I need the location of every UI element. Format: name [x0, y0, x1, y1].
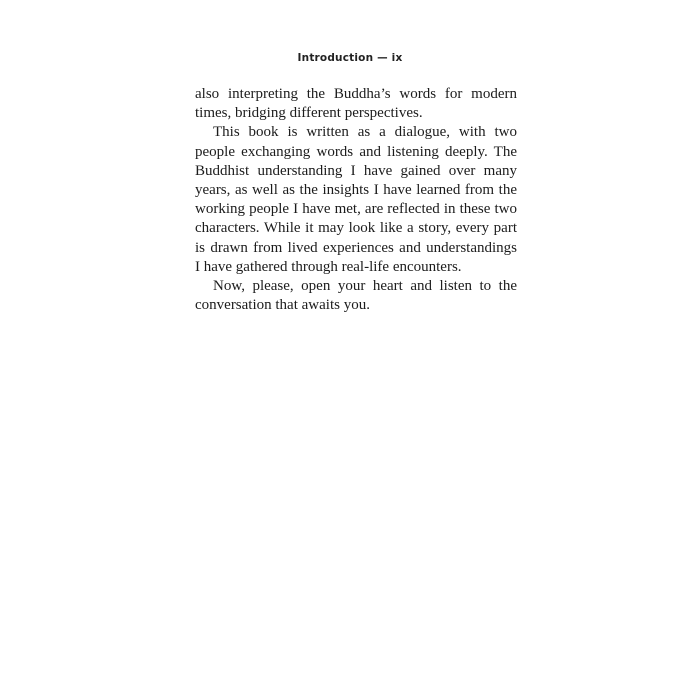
text-line: also interpreting the Buddha’s words for modern: [195, 86, 517, 102]
text-line: years, as well as the insights I have learned from the: [195, 182, 517, 199]
text-line: characters. While it may look like a story, every part: [195, 220, 517, 237]
text-line: Now, please, open your heart and listen to the: [213, 278, 517, 295]
paragraph-2: [195, 123, 517, 277]
text-line: conversation that awaits you.: [195, 297, 370, 314]
text-line: I have gathered through real-life encounters.: [195, 258, 462, 275]
paragraph-3: [195, 277, 517, 315]
text-line: working people I have met, are reflected in these two: [195, 201, 517, 218]
text-line: people exchanging words and listening deeply. The: [195, 143, 517, 160]
running-head: Introduction — ix: [297, 52, 403, 64]
text-line: This book is written as a dialogue, with two: [213, 124, 517, 141]
paragraph-1: [195, 85, 517, 123]
text-line: is drawn from lived experiences and understandings: [195, 239, 517, 256]
body-text: [195, 85, 517, 315]
text-line: Buddhist understanding I have gained over many: [195, 162, 517, 179]
text-line: times, bridging different perspectives.: [195, 105, 423, 122]
